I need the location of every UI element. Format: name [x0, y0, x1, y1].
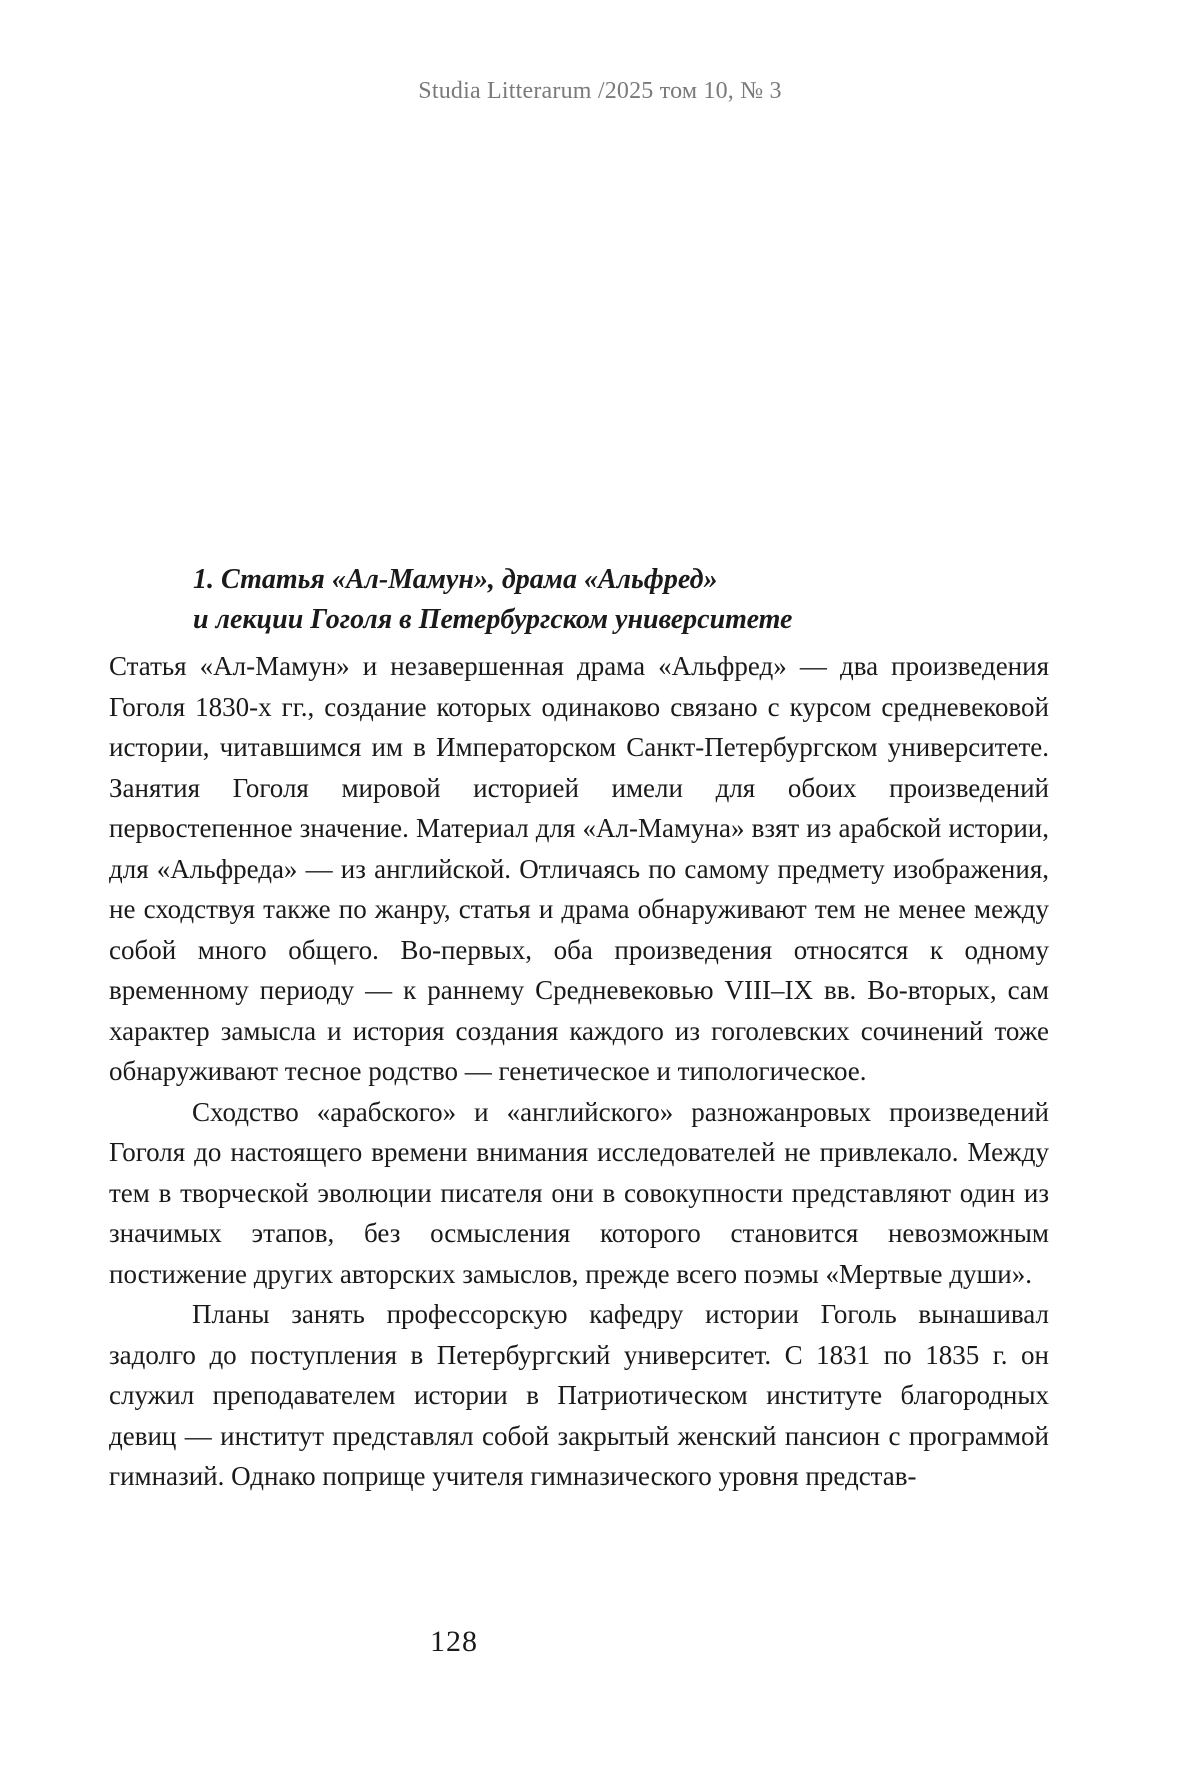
paragraph-2: Сходство «арабского» и «английского» разножанровых произведений Гоголя до настоящего времени внимания исследователей не привлекало. Между тем в творческой эволюции писателя они в совокупности представляют один из значимых этапов, без осмысления которого становится невозможным постижение других авторских замыслов, прежде всего поэмы «Мертвые души». [109, 1096, 1049, 1289]
section-heading [193, 560, 1049, 640]
section-heading-line-2: и лекции Гоголя в Петербургском университете [193, 604, 793, 635]
paragraph-3: Планы занять профессорскую кафедру истории Гоголь вынашивал задолго до поступления в Петербургский университет. С 1831 по 1835 г. он служил преподавателем истории в Патриотическом институте благородных девиц — институт представлял собой закрытый женский пансион с программой гимназий. Однако поприще учителя гимназического уровня представ- [109, 1299, 1049, 1491]
article-body [109, 560, 1049, 1497]
section-heading-line-1: 1. Статья «Ал-Мамун», драма «Альфред» [193, 564, 718, 595]
running-head: Studia Litterarum /2025 том 10, № 3 [418, 78, 782, 104]
page-number: 128 [430, 1625, 478, 1658]
paragraph-1: Статья «Ал-Мамун» и незавершенная драма «Альфред» — два произведения Гоголя 1830-х гг., создание которых одинаково связано с курсом средневековой истории, читавшимся им в Императорском Санкт-Петербургском университете. Занятия Гоголя мировой историей имели для обоих произведений первостепенное значение. Материал для «Ал-Мамуна» взят из арабской истории, для «Альфреда» — из английской. Отличаясь по самому предмету изображения, не сходствуя также по жанру, статья и драма обнаруживают тем не менее между собой много общего. Во-первых, оба произведения относятся к одному временному периоду — к раннему Средневековью VIII–IX вв. Во-вторых, сам характер замысла и история создания каждого из гоголевских сочинений тоже обнаруживают тесное родство — генетическое и типологическое. [109, 651, 1049, 1086]
